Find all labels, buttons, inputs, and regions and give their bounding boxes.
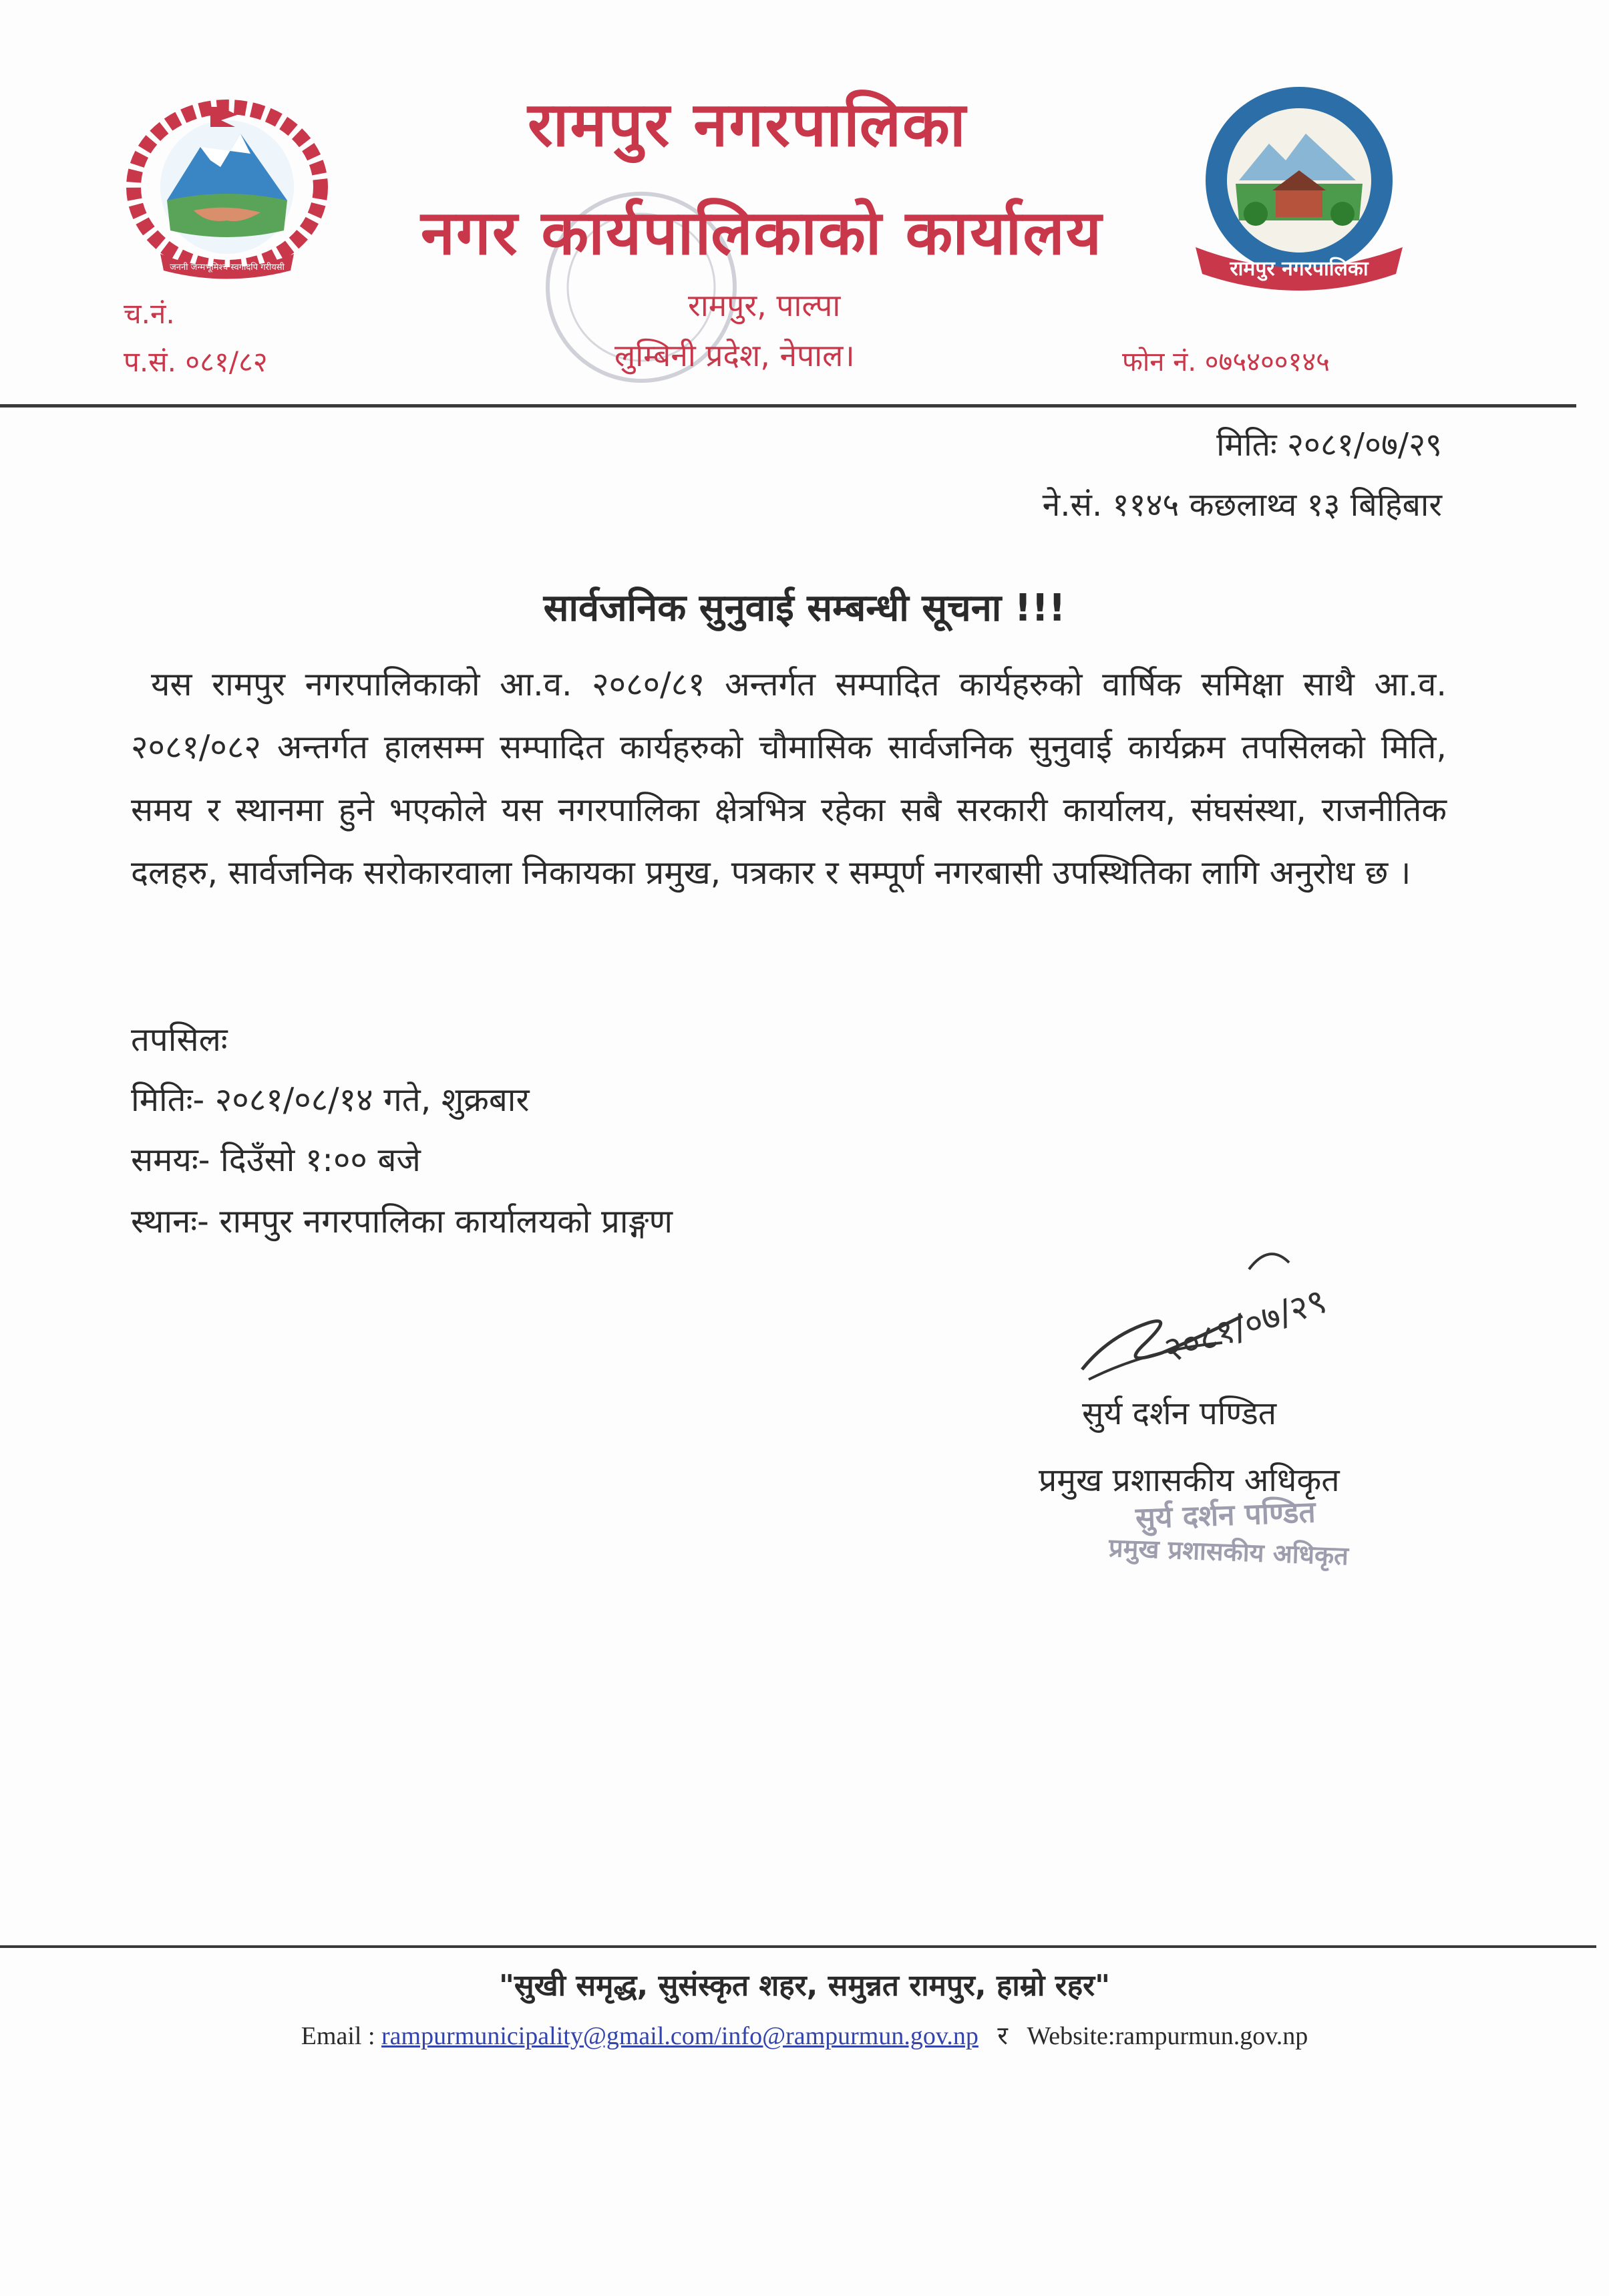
signatory-designation: प्रमुख प्रशासकीय अधिकृत (1039, 1462, 1340, 1499)
event-venue: स्थानः- रामपुर नगरपालिका कार्यालयको प्राङ्गण (131, 1202, 673, 1241)
signatory-name: सुर्य दर्शन पण्डित (1082, 1395, 1277, 1432)
government-emblem-icon (120, 87, 334, 287)
office-title: नगर कार्यपालिकाको कार्यालय (421, 197, 1103, 269)
chalani-number-label: च.नं. (124, 297, 175, 330)
stamp-designation: प्रमुख प्रशासकीय अधिकृत (1108, 1532, 1349, 1571)
letter-date: मितिः २०८१/०७/२९ (1216, 426, 1442, 464)
contact-line (0, 2017, 1609, 2052)
municipality-motto: "सुखी समृद्ध, सुसंस्कृत शहर, समुन्नत रामपुर, हाम्रो रहर" (498, 1969, 1111, 2003)
patra-sankhya: प.सं. ०८१/८२ (124, 345, 268, 378)
municipality-title: रामपुर नगरपालिका (528, 89, 967, 160)
address-line-1: रामपुर, पाल्पा (688, 287, 841, 323)
email-link[interactable]: rampurmunicipality@gmail.com/info@rampurmun.gov.np (381, 2022, 978, 2050)
stamp-name: सुर्य दर्शन पण्डित (1135, 1495, 1316, 1536)
notice-heading: सार्वजनिक सुनुवाई सम्बन्धी सूचना !!! (543, 587, 1066, 630)
header-divider (0, 404, 1576, 407)
details-label: तपसिलः (131, 1021, 228, 1059)
email-label: Email : (301, 2022, 375, 2050)
phone-number: फोन नं. ०७५४००१४५ (1122, 347, 1330, 377)
signature-date: २०८१/०७/२९ (1159, 1281, 1332, 1371)
event-date: मितिः- २०८१/०८/१४ गते, शुक्रबार (131, 1081, 530, 1119)
emblem-motto-text: जननी जन्मभूमिश्च स्वर्गादपि गरीयसी (170, 263, 285, 273)
website-text: Website:rampurmun.gov.np (1027, 2022, 1308, 2050)
event-time: समयः- दिउँसो १:०० बजे (131, 1141, 421, 1179)
logo-name-text: रामपुर नगरपालिका (1230, 257, 1369, 281)
handwritten-signature (1069, 1236, 1389, 1396)
municipality-logo-icon (1176, 80, 1423, 307)
footer-divider (0, 1945, 1596, 1948)
notice-body: यस रामपुर नगरपालिकाको आ.व. २०८०/८१ अन्तर्गत सम्पादित कार्यहरुको वार्षिक समिक्षा साथै आ.व. २०८१/०८२ अन्तर्गत हालसम्म सम्पादित कार्यहरुको चौमासिक सार्वजनिक सुनुवाई कार्यक्रम तपसिलको मिति, समय र स्थानमा हुने भएकोले यस नगरपालिका क्षेत्रभित्र रहेका सबै सरकारी कार्यालय, संघसंस्था, राजनीतिक दलहरु, सार्वजनिक सरोकारवाला निकायका प्रमुख, पत्रकार र सम्पूर्ण नगरबासी उपस्थितिका लागि अनुरोध छ । (131, 665, 1447, 892)
address-line-2: लुम्बिनी प्रदेश, नेपाल। (614, 337, 855, 373)
contact-separator: र (997, 2021, 1008, 2050)
nepal-sambat-date: ने.सं. ११४५ कछलाथ्व १३ बिहिबार (1042, 486, 1442, 524)
